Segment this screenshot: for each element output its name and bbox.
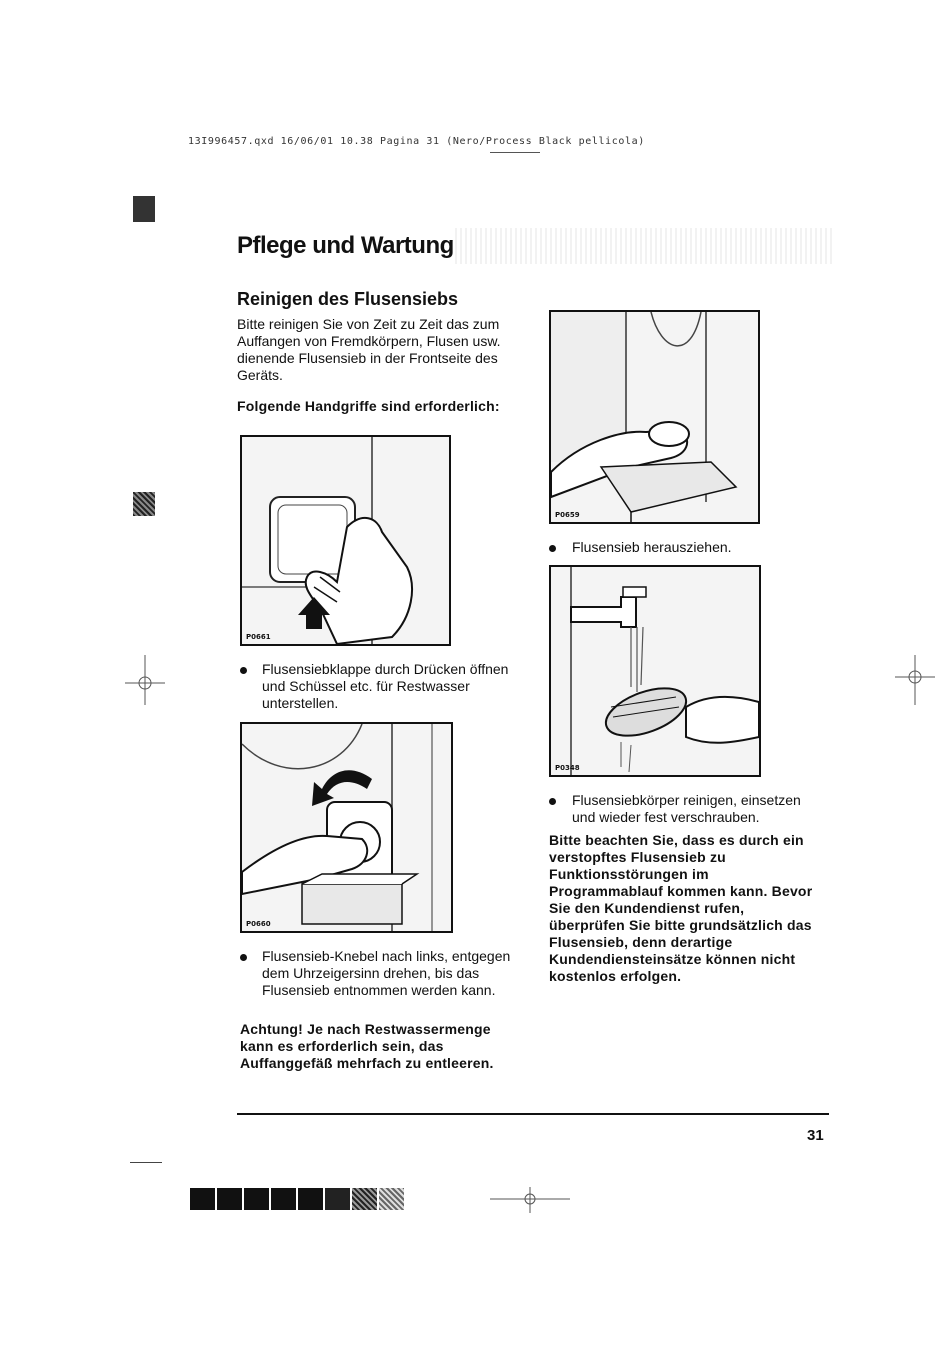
figure-code: P0348	[555, 764, 580, 772]
header-underline	[490, 152, 540, 153]
bullet-icon	[549, 798, 556, 805]
crosshair-icon	[895, 655, 935, 705]
warning-kundendienst: Bitte beachten Sie, dass es durch ein verstopftes Flusensieb zu Funktionsstörungen im Programmablauf kommen kann. Bevor Sie den Kundendienst rufen, überprüfen Sie bitte grundsätzlich das Flusensieb, denn derartige Kundendiensteinsätze können nicht kostenlos erfolgen.	[549, 832, 813, 984]
page-number: 31	[807, 1127, 824, 1144]
print-header: 13I996457.qxd 16/06/01 10.38 Pagina 31 (Nero/Process Black pellicola)	[188, 136, 645, 147]
figure-clean-filter	[549, 565, 761, 777]
bullet-icon	[240, 954, 247, 961]
intro-paragraph: Bitte reinigen Sie von Zeit zu Zeit das zum Auffangen von Fremdkörpern, Flusen usw. dienende Flusensieb in der Frontseite des Geräts.	[237, 316, 501, 383]
trim-mark	[130, 1162, 162, 1163]
crosshair-icon	[125, 655, 165, 705]
step-pull-filter: Flusensieb herausziehen.	[572, 539, 732, 555]
registration-mark	[133, 492, 155, 516]
section-title: Reinigen des Flusensiebs	[237, 289, 459, 309]
step-clean-filter: Flusensiebkörper reinigen, einsetzen und wieder fest verschrauben.	[572, 792, 801, 825]
bullet-icon	[240, 667, 247, 674]
figure-turn-knob	[240, 722, 453, 933]
figure-code: P0660	[246, 920, 271, 928]
warning-restwasser: Achtung! Je nach Restwassermenge kann es erforderlich sein, das Auffanggefäß mehrfach zu entleeren.	[240, 1021, 494, 1071]
footer-rule	[237, 1113, 829, 1115]
figure-pull-filter	[549, 310, 760, 524]
steps-heading: Folgende Handgriffe sind erforderlich:	[237, 398, 500, 414]
figure-code: P0661	[246, 633, 271, 641]
registration-mark	[133, 196, 155, 222]
title-screen-band	[455, 228, 835, 264]
step-turn-knob: Flusensieb-Knebel nach links, entgegen dem Uhrzeigersinn drehen, bis das Flusensieb entnommen werden kann.	[262, 948, 511, 998]
step-open-flap: Flusensiebklappe durch Drücken öffnen und Schüssel etc. für Restwasser unterstellen.	[262, 661, 509, 711]
figure-open-flap	[240, 435, 451, 646]
page-title: Pflege und Wartung	[237, 232, 454, 259]
figure-code: P0659	[555, 511, 580, 519]
crosshair-icon	[490, 1185, 570, 1215]
bullet-icon	[549, 545, 556, 552]
registration-bar	[190, 1188, 406, 1215]
